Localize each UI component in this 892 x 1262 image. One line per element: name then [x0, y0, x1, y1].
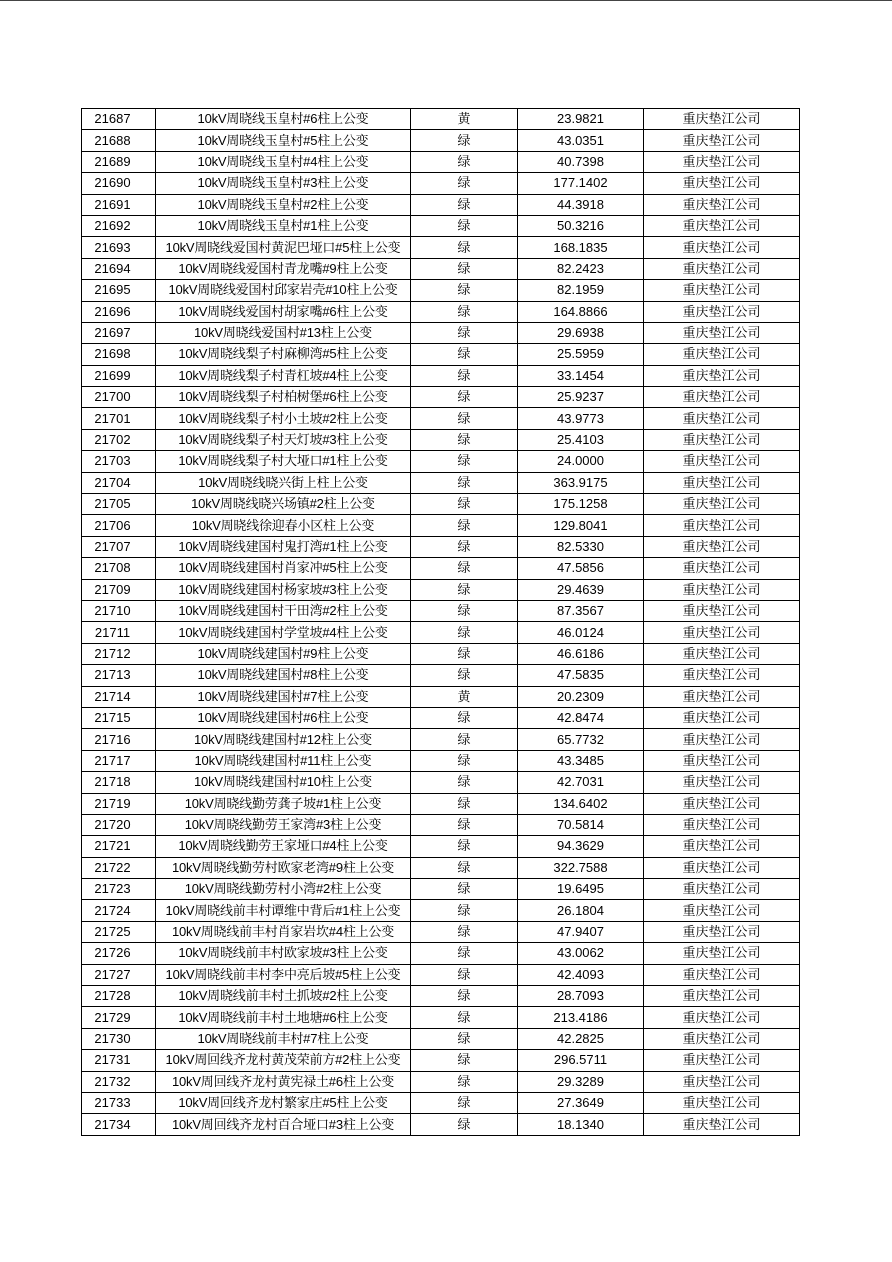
row-id-cell: 21695 [82, 280, 156, 301]
table-row [82, 173, 800, 194]
company-cell: 重庆垫江公司 [644, 451, 800, 472]
row-id-cell: 21701 [82, 408, 156, 429]
status-cell: 绿 [411, 494, 518, 515]
transformer-name-cell: 10kV周晓线前丰村土地塘#6柱上公变 [156, 1007, 411, 1028]
status-cell: 绿 [411, 151, 518, 172]
table-row [82, 194, 800, 215]
status-cell: 绿 [411, 921, 518, 942]
row-id-cell: 21722 [82, 857, 156, 878]
transformer-name-cell: 10kV周晓线爱国村胡家嘴#6柱上公变 [156, 301, 411, 322]
table-row [82, 258, 800, 279]
table-row [82, 301, 800, 322]
table-row [82, 322, 800, 343]
table-row [82, 1092, 800, 1113]
status-cell: 绿 [411, 986, 518, 1007]
company-cell: 重庆垫江公司 [644, 494, 800, 515]
status-cell: 绿 [411, 1028, 518, 1049]
table-row [82, 879, 800, 900]
transformer-name-cell: 10kV周晓线晓兴场镇#2柱上公变 [156, 494, 411, 515]
company-cell: 重庆垫江公司 [644, 600, 800, 621]
value-cell: 168.1835 [518, 237, 644, 258]
row-id-cell: 21723 [82, 879, 156, 900]
row-id-cell: 21707 [82, 536, 156, 557]
company-cell: 重庆垫江公司 [644, 258, 800, 279]
row-id-cell: 21690 [82, 173, 156, 194]
status-cell: 绿 [411, 130, 518, 151]
status-cell: 绿 [411, 579, 518, 600]
row-id-cell: 21710 [82, 600, 156, 621]
company-cell: 重庆垫江公司 [644, 280, 800, 301]
row-id-cell: 21725 [82, 921, 156, 942]
row-id-cell: 21730 [82, 1028, 156, 1049]
value-cell: 363.9175 [518, 472, 644, 493]
company-cell: 重庆垫江公司 [644, 643, 800, 664]
transformer-name-cell: 10kV周晓线勤劳村欧家老湾#9柱上公变 [156, 857, 411, 878]
row-id-cell: 21709 [82, 579, 156, 600]
transformer-name-cell: 10kV周晓线建国村#12柱上公变 [156, 729, 411, 750]
status-cell: 绿 [411, 173, 518, 194]
row-id-cell: 21718 [82, 772, 156, 793]
transformer-name-cell: 10kV周晓线建国村#10柱上公变 [156, 772, 411, 793]
company-cell: 重庆垫江公司 [644, 750, 800, 771]
row-id-cell: 21689 [82, 151, 156, 172]
table-row [82, 986, 800, 1007]
value-cell: 129.8041 [518, 515, 644, 536]
status-cell: 绿 [411, 301, 518, 322]
company-cell: 重庆垫江公司 [644, 472, 800, 493]
company-cell: 重庆垫江公司 [644, 429, 800, 450]
status-cell: 绿 [411, 1114, 518, 1135]
table-row [82, 109, 800, 130]
company-cell: 重庆垫江公司 [644, 622, 800, 643]
status-cell: 绿 [411, 451, 518, 472]
row-id-cell: 21703 [82, 451, 156, 472]
row-id-cell: 21704 [82, 472, 156, 493]
company-cell: 重庆垫江公司 [644, 814, 800, 835]
transformer-name-cell: 10kV周晓线晓兴街上柱上公变 [156, 472, 411, 493]
status-cell: 绿 [411, 900, 518, 921]
value-cell: 43.0062 [518, 943, 644, 964]
row-id-cell: 21699 [82, 365, 156, 386]
table-row [82, 643, 800, 664]
row-id-cell: 21733 [82, 1092, 156, 1113]
transformer-name-cell: 10kV周晓线前丰村李中亮后坡#5柱上公变 [156, 964, 411, 985]
value-cell: 65.7732 [518, 729, 644, 750]
value-cell: 42.7031 [518, 772, 644, 793]
status-cell: 绿 [411, 707, 518, 728]
transformer-name-cell: 10kV周晓线建国村干田湾#2柱上公变 [156, 600, 411, 621]
value-cell: 25.5959 [518, 344, 644, 365]
company-cell: 重庆垫江公司 [644, 173, 800, 194]
status-cell: 绿 [411, 1071, 518, 1092]
value-cell: 42.8474 [518, 707, 644, 728]
status-cell: 绿 [411, 558, 518, 579]
company-cell: 重庆垫江公司 [644, 1028, 800, 1049]
status-cell: 绿 [411, 600, 518, 621]
value-cell: 87.3567 [518, 600, 644, 621]
company-cell: 重庆垫江公司 [644, 109, 800, 130]
company-cell: 重庆垫江公司 [644, 836, 800, 857]
status-cell: 绿 [411, 622, 518, 643]
value-cell: 82.2423 [518, 258, 644, 279]
row-id-cell: 21697 [82, 322, 156, 343]
table-row [82, 280, 800, 301]
table-row [82, 429, 800, 450]
row-id-cell: 21696 [82, 301, 156, 322]
company-cell: 重庆垫江公司 [644, 1007, 800, 1028]
status-cell: 绿 [411, 280, 518, 301]
transformer-name-cell: 10kV周晓线勤劳龚子坡#1柱上公变 [156, 793, 411, 814]
row-id-cell: 21698 [82, 344, 156, 365]
value-cell: 23.9821 [518, 109, 644, 130]
table-row [82, 1007, 800, 1028]
transformer-name-cell: 10kV周晓线建国村#6柱上公变 [156, 707, 411, 728]
value-cell: 33.1454 [518, 365, 644, 386]
company-cell: 重庆垫江公司 [644, 793, 800, 814]
company-cell: 重庆垫江公司 [644, 408, 800, 429]
company-cell: 重庆垫江公司 [644, 707, 800, 728]
row-id-cell: 21731 [82, 1050, 156, 1071]
row-id-cell: 21700 [82, 387, 156, 408]
value-cell: 40.7398 [518, 151, 644, 172]
row-id-cell: 21727 [82, 964, 156, 985]
status-cell: 绿 [411, 365, 518, 386]
table-row [82, 772, 800, 793]
company-cell: 重庆垫江公司 [644, 301, 800, 322]
table-row [82, 622, 800, 643]
row-id-cell: 21712 [82, 643, 156, 664]
table-body [82, 109, 800, 1136]
value-cell: 28.7093 [518, 986, 644, 1007]
transformer-name-cell: 10kV周晓线梨子村小土坡#2柱上公变 [156, 408, 411, 429]
status-cell: 黄 [411, 686, 518, 707]
value-cell: 47.5835 [518, 665, 644, 686]
table-row [82, 836, 800, 857]
value-cell: 175.1258 [518, 494, 644, 515]
value-cell: 42.2825 [518, 1028, 644, 1049]
company-cell: 重庆垫江公司 [644, 1050, 800, 1071]
row-id-cell: 21717 [82, 750, 156, 771]
row-id-cell: 21728 [82, 986, 156, 1007]
company-cell: 重庆垫江公司 [644, 387, 800, 408]
transformer-name-cell: 10kV周回线齐龙村百合垭口#3柱上公变 [156, 1114, 411, 1135]
table-row [82, 558, 800, 579]
transformer-name-cell: 10kV周晓线爱国村#13柱上公变 [156, 322, 411, 343]
transformer-name-cell: 10kV周晓线前丰村肖家岩坎#4柱上公变 [156, 921, 411, 942]
status-cell: 绿 [411, 643, 518, 664]
value-cell: 26.1804 [518, 900, 644, 921]
row-id-cell: 21693 [82, 237, 156, 258]
company-cell: 重庆垫江公司 [644, 857, 800, 878]
table-row [82, 451, 800, 472]
status-cell: 绿 [411, 408, 518, 429]
transformer-name-cell: 10kV周晓线梨子村柏树堡#6柱上公变 [156, 387, 411, 408]
company-cell: 重庆垫江公司 [644, 579, 800, 600]
transformer-name-cell: 10kV周晓线爱国村黄泥巴垭口#5柱上公变 [156, 237, 411, 258]
row-id-cell: 21734 [82, 1114, 156, 1135]
table-row [82, 1114, 800, 1135]
status-cell: 绿 [411, 1092, 518, 1113]
transformer-name-cell: 10kV周晓线梨子村麻柳湾#5柱上公变 [156, 344, 411, 365]
status-cell: 绿 [411, 943, 518, 964]
value-cell: 43.3485 [518, 750, 644, 771]
table-row [82, 729, 800, 750]
table-row [82, 472, 800, 493]
value-cell: 18.1340 [518, 1114, 644, 1135]
table-row [82, 707, 800, 728]
table-row [82, 964, 800, 985]
status-cell: 绿 [411, 750, 518, 771]
row-id-cell: 21726 [82, 943, 156, 964]
value-cell: 296.5711 [518, 1050, 644, 1071]
table-row [82, 900, 800, 921]
table-row [82, 151, 800, 172]
status-cell: 绿 [411, 793, 518, 814]
company-cell: 重庆垫江公司 [644, 879, 800, 900]
row-id-cell: 21711 [82, 622, 156, 643]
transformer-name-cell: 10kV周晓线玉皇村#3柱上公变 [156, 173, 411, 194]
status-cell: 绿 [411, 814, 518, 835]
value-cell: 25.4103 [518, 429, 644, 450]
status-cell: 绿 [411, 1050, 518, 1071]
company-cell: 重庆垫江公司 [644, 964, 800, 985]
page-top-rule [0, 0, 892, 1]
status-cell: 绿 [411, 857, 518, 878]
transformer-name-cell: 10kV周晓线建国村肖家冲#5柱上公变 [156, 558, 411, 579]
status-cell: 绿 [411, 515, 518, 536]
company-cell: 重庆垫江公司 [644, 344, 800, 365]
status-cell: 绿 [411, 836, 518, 857]
status-cell: 绿 [411, 387, 518, 408]
transformer-name-cell: 10kV周晓线勤劳王家湾#3柱上公变 [156, 814, 411, 835]
row-id-cell: 21721 [82, 836, 156, 857]
value-cell: 164.8866 [518, 301, 644, 322]
company-cell: 重庆垫江公司 [644, 536, 800, 557]
transformer-name-cell: 10kV周晓线建国村#8柱上公变 [156, 665, 411, 686]
table-row [82, 921, 800, 942]
company-cell: 重庆垫江公司 [644, 151, 800, 172]
table-row [82, 600, 800, 621]
status-cell: 绿 [411, 964, 518, 985]
transformer-name-cell: 10kV周晓线建国村学堂坡#4柱上公变 [156, 622, 411, 643]
transformer-name-cell: 10kV周晓线玉皇村#2柱上公变 [156, 194, 411, 215]
company-cell: 重庆垫江公司 [644, 1114, 800, 1135]
value-cell: 134.6402 [518, 793, 644, 814]
table-row [82, 1028, 800, 1049]
transformer-name-cell: 10kV周晓线前丰村#7柱上公变 [156, 1028, 411, 1049]
value-cell: 25.9237 [518, 387, 644, 408]
status-cell: 绿 [411, 772, 518, 793]
transformer-name-cell: 10kV周晓线爱国村邱家岩壳#10柱上公变 [156, 280, 411, 301]
transformer-name-cell: 10kV周回线齐龙村繁家庄#5柱上公变 [156, 1092, 411, 1113]
value-cell: 29.3289 [518, 1071, 644, 1092]
row-id-cell: 21688 [82, 130, 156, 151]
row-id-cell: 21702 [82, 429, 156, 450]
table-row [82, 665, 800, 686]
company-cell: 重庆垫江公司 [644, 686, 800, 707]
row-id-cell: 21715 [82, 707, 156, 728]
table-row [82, 857, 800, 878]
status-cell: 绿 [411, 237, 518, 258]
table-row [82, 579, 800, 600]
value-cell: 177.1402 [518, 173, 644, 194]
status-cell: 绿 [411, 215, 518, 236]
value-cell: 47.9407 [518, 921, 644, 942]
transformer-name-cell: 10kV周晓线梨子村大垭口#1柱上公变 [156, 451, 411, 472]
company-cell: 重庆垫江公司 [644, 1092, 800, 1113]
value-cell: 46.6186 [518, 643, 644, 664]
row-id-cell: 21708 [82, 558, 156, 579]
row-id-cell: 21705 [82, 494, 156, 515]
table-row [82, 344, 800, 365]
transformer-name-cell: 10kV周晓线勤劳村小湾#2柱上公变 [156, 879, 411, 900]
value-cell: 70.5814 [518, 814, 644, 835]
value-cell: 47.5856 [518, 558, 644, 579]
value-cell: 213.4186 [518, 1007, 644, 1028]
table-row [82, 793, 800, 814]
company-cell: 重庆垫江公司 [644, 365, 800, 386]
transformer-name-cell: 10kV周晓线建国村鬼打湾#1柱上公变 [156, 536, 411, 557]
company-cell: 重庆垫江公司 [644, 194, 800, 215]
status-cell: 黄 [411, 109, 518, 130]
transformer-name-cell: 10kV周晓线建国村#7柱上公变 [156, 686, 411, 707]
value-cell: 82.1959 [518, 280, 644, 301]
table-row [82, 750, 800, 771]
value-cell: 29.6938 [518, 322, 644, 343]
transformer-name-cell: 10kV周回线齐龙村黄宪禄土#6柱上公变 [156, 1071, 411, 1092]
row-id-cell: 21687 [82, 109, 156, 130]
row-id-cell: 21724 [82, 900, 156, 921]
table-row [82, 237, 800, 258]
transformer-name-cell: 10kV周晓线梨子村天灯坡#3柱上公变 [156, 429, 411, 450]
table-row [82, 536, 800, 557]
transformer-name-cell: 10kV周晓线玉皇村#5柱上公变 [156, 130, 411, 151]
transformer-name-cell: 10kV周晓线建国村#11柱上公变 [156, 750, 411, 771]
company-cell: 重庆垫江公司 [644, 515, 800, 536]
value-cell: 43.9773 [518, 408, 644, 429]
status-cell: 绿 [411, 194, 518, 215]
transformer-table [81, 108, 800, 1136]
value-cell: 46.0124 [518, 622, 644, 643]
company-cell: 重庆垫江公司 [644, 1071, 800, 1092]
value-cell: 43.0351 [518, 130, 644, 151]
company-cell: 重庆垫江公司 [644, 665, 800, 686]
company-cell: 重庆垫江公司 [644, 772, 800, 793]
row-id-cell: 21716 [82, 729, 156, 750]
row-id-cell: 21706 [82, 515, 156, 536]
row-id-cell: 21691 [82, 194, 156, 215]
value-cell: 50.3216 [518, 215, 644, 236]
row-id-cell: 21719 [82, 793, 156, 814]
company-cell: 重庆垫江公司 [644, 215, 800, 236]
company-cell: 重庆垫江公司 [644, 237, 800, 258]
table-row [82, 814, 800, 835]
status-cell: 绿 [411, 429, 518, 450]
status-cell: 绿 [411, 665, 518, 686]
status-cell: 绿 [411, 258, 518, 279]
transformer-name-cell: 10kV周晓线建国村杨家坡#3柱上公变 [156, 579, 411, 600]
company-cell: 重庆垫江公司 [644, 558, 800, 579]
table-row [82, 130, 800, 151]
row-id-cell: 21713 [82, 665, 156, 686]
company-cell: 重庆垫江公司 [644, 322, 800, 343]
transformer-name-cell: 10kV周晓线建国村#9柱上公变 [156, 643, 411, 664]
company-cell: 重庆垫江公司 [644, 943, 800, 964]
table-row [82, 387, 800, 408]
transformer-name-cell: 10kV周晓线前丰村欧家坡#3柱上公变 [156, 943, 411, 964]
company-cell: 重庆垫江公司 [644, 130, 800, 151]
value-cell: 19.6495 [518, 879, 644, 900]
value-cell: 44.3918 [518, 194, 644, 215]
table-row [82, 408, 800, 429]
company-cell: 重庆垫江公司 [644, 921, 800, 942]
transformer-name-cell: 10kV周晓线徐迎春小区柱上公变 [156, 515, 411, 536]
transformer-name-cell: 10kV周晓线玉皇村#4柱上公变 [156, 151, 411, 172]
row-id-cell: 21729 [82, 1007, 156, 1028]
transformer-name-cell: 10kV周晓线前丰村谭维中背后#1柱上公变 [156, 900, 411, 921]
status-cell: 绿 [411, 1007, 518, 1028]
table-row [82, 515, 800, 536]
table-row [82, 494, 800, 515]
transformer-name-cell: 10kV周晓线玉皇村#1柱上公变 [156, 215, 411, 236]
status-cell: 绿 [411, 729, 518, 750]
status-cell: 绿 [411, 344, 518, 365]
value-cell: 29.4639 [518, 579, 644, 600]
table-row [82, 943, 800, 964]
transformer-name-cell: 10kV周晓线爱国村青龙嘴#9柱上公变 [156, 258, 411, 279]
transformer-name-cell: 10kV周晓线前丰村土抓坡#2柱上公变 [156, 986, 411, 1007]
value-cell: 94.3629 [518, 836, 644, 857]
row-id-cell: 21732 [82, 1071, 156, 1092]
table-row [82, 1071, 800, 1092]
status-cell: 绿 [411, 322, 518, 343]
transformer-name-cell: 10kV周晓线梨子村青杠坡#4柱上公变 [156, 365, 411, 386]
value-cell: 27.3649 [518, 1092, 644, 1113]
table-row [82, 365, 800, 386]
table-row [82, 215, 800, 236]
transformer-name-cell: 10kV周晓线勤劳王家垭口#4柱上公变 [156, 836, 411, 857]
status-cell: 绿 [411, 472, 518, 493]
value-cell: 20.2309 [518, 686, 644, 707]
value-cell: 24.0000 [518, 451, 644, 472]
company-cell: 重庆垫江公司 [644, 986, 800, 1007]
value-cell: 42.4093 [518, 964, 644, 985]
company-cell: 重庆垫江公司 [644, 729, 800, 750]
value-cell: 82.5330 [518, 536, 644, 557]
transformer-name-cell: 10kV周晓线玉皇村#6柱上公变 [156, 109, 411, 130]
status-cell: 绿 [411, 879, 518, 900]
row-id-cell: 21720 [82, 814, 156, 835]
value-cell: 322.7588 [518, 857, 644, 878]
row-id-cell: 21692 [82, 215, 156, 236]
table-row [82, 1050, 800, 1071]
company-cell: 重庆垫江公司 [644, 900, 800, 921]
status-cell: 绿 [411, 536, 518, 557]
row-id-cell: 21694 [82, 258, 156, 279]
row-id-cell: 21714 [82, 686, 156, 707]
transformer-name-cell: 10kV周回线齐龙村黄茂荣前方#2柱上公变 [156, 1050, 411, 1071]
table-row [82, 686, 800, 707]
